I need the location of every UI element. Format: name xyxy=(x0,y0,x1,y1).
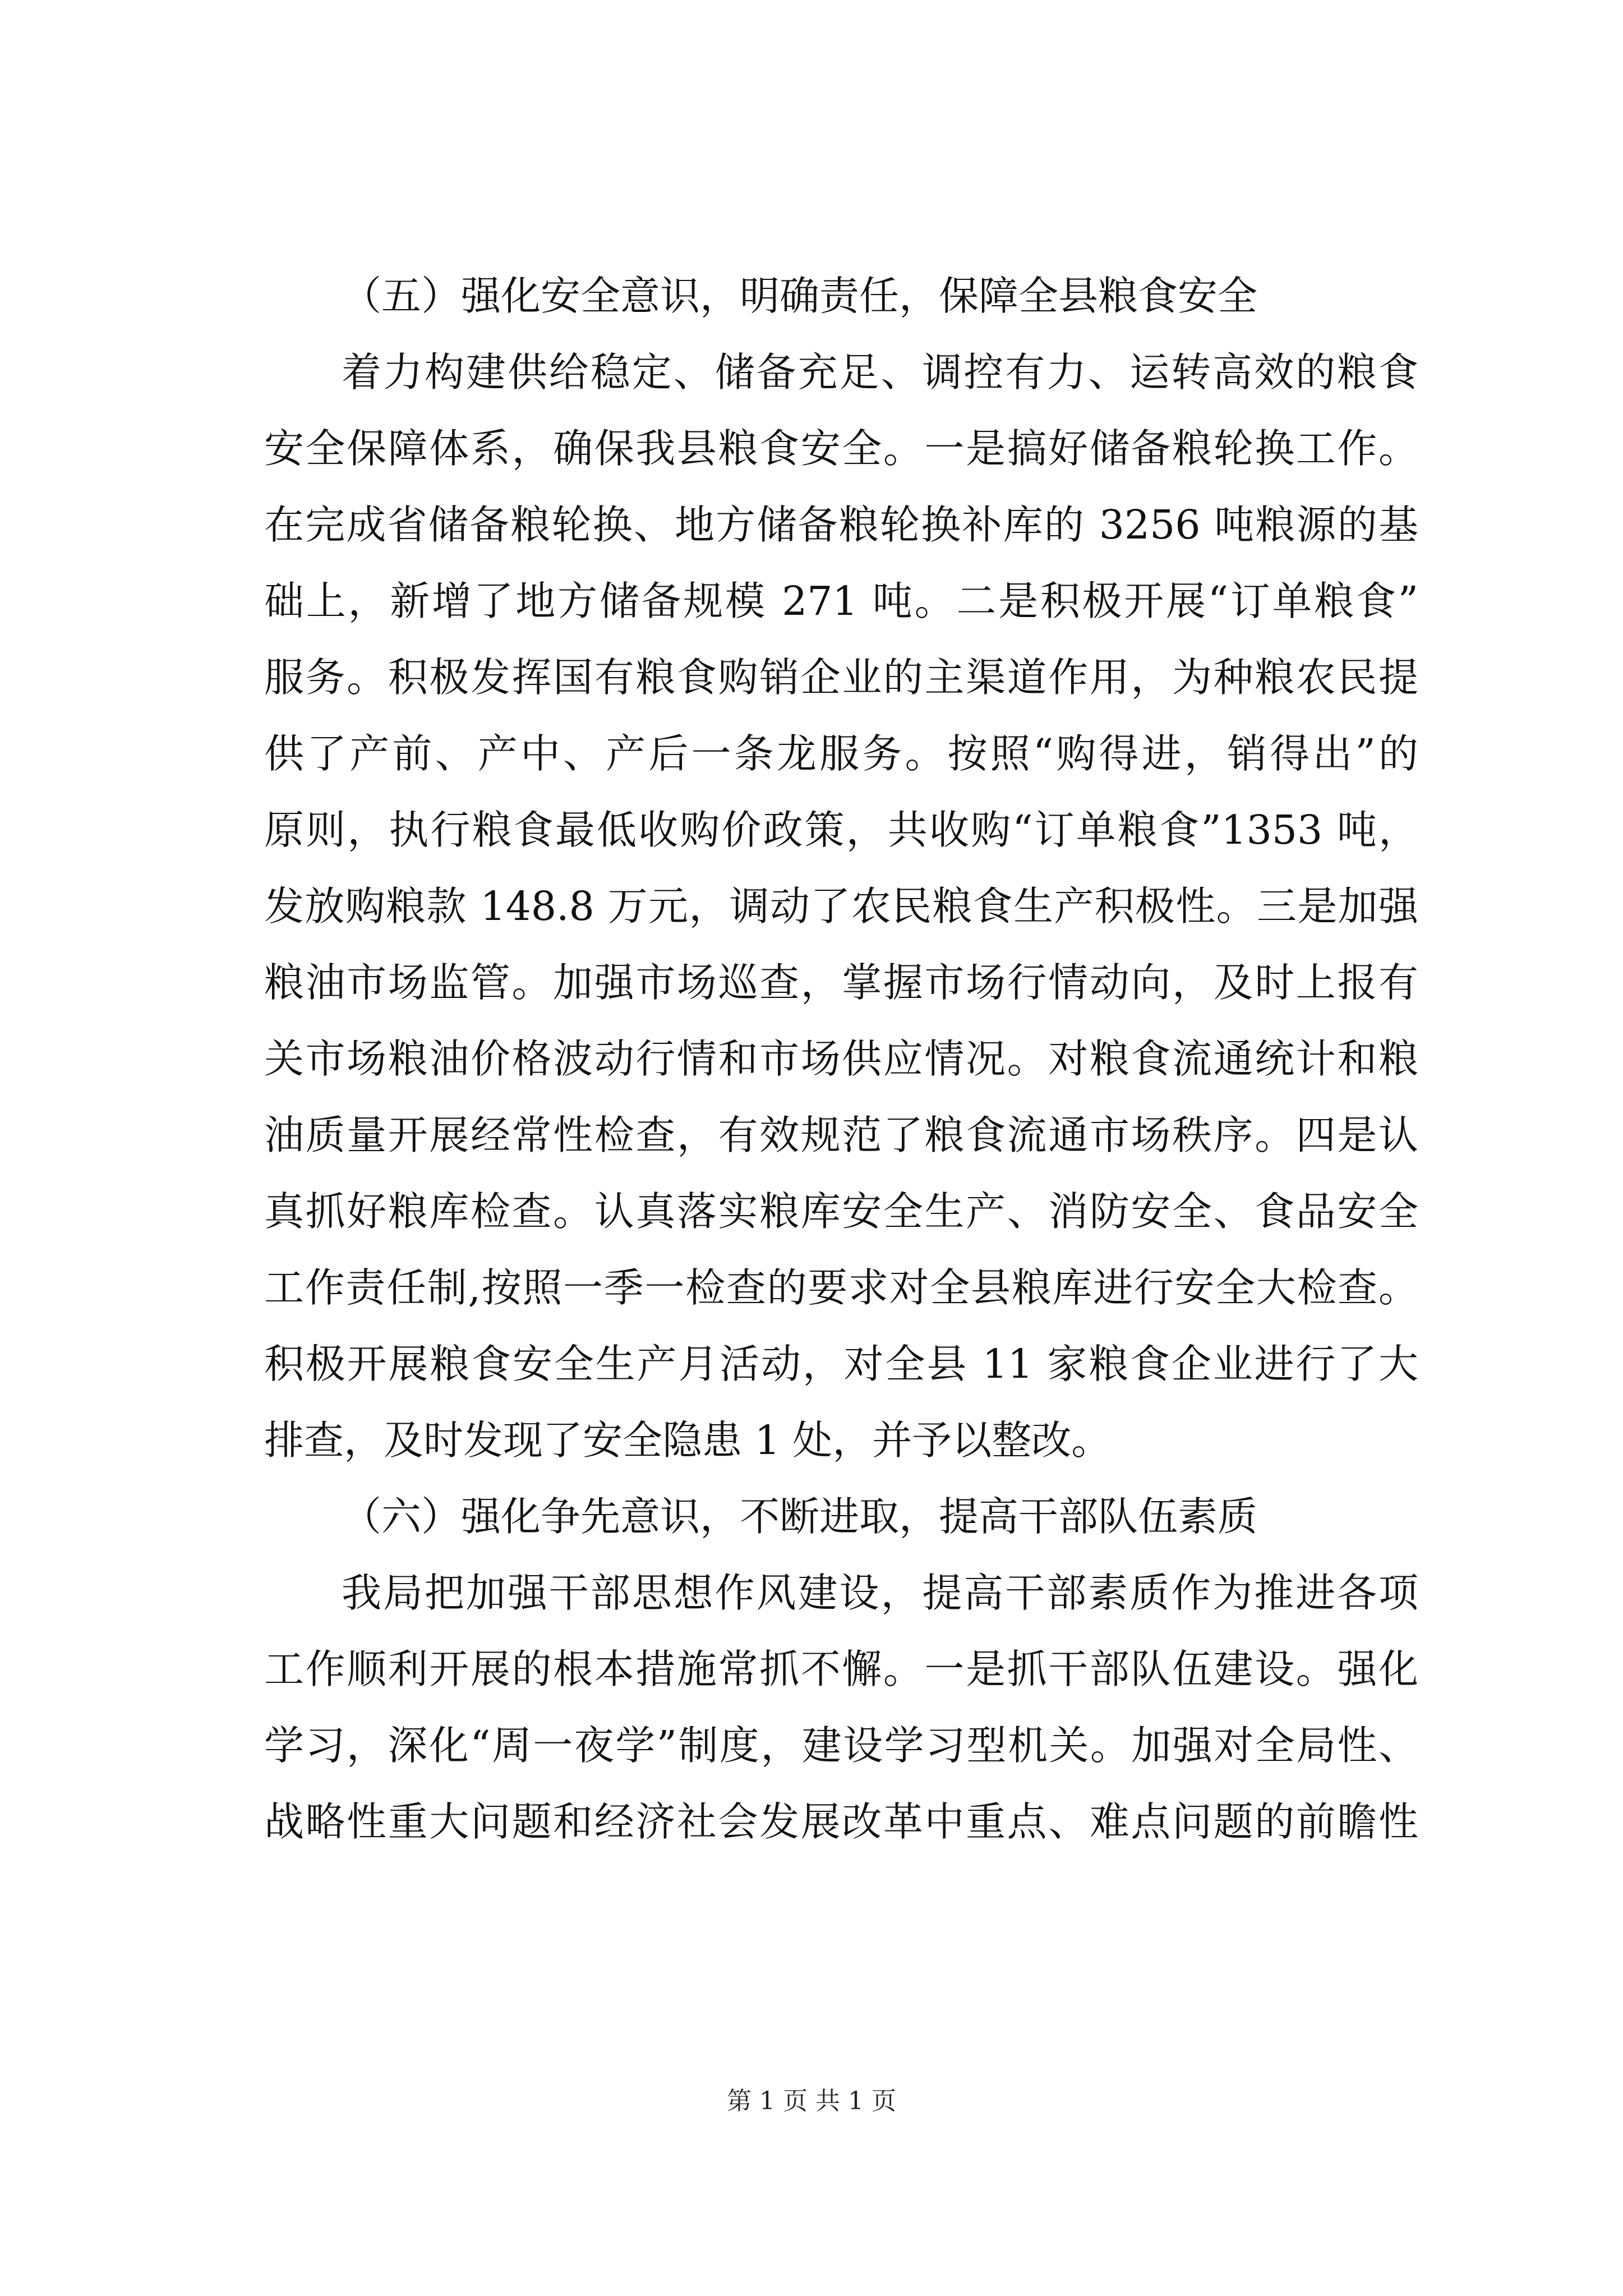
paragraph-line: 战略性重大问题和经济社会发展改革中重点、难点问题的前瞻性 xyxy=(264,1798,1418,1845)
paragraph-line: 我局把加强干部思想作风建设，提高干部素质作为推进各项 xyxy=(342,1570,1418,1616)
paragraph-line: 着力构建供给稳定、储备充足、调控有力、运转高效的粮食 xyxy=(342,349,1418,395)
paragraph-line: 关市场粮油价格波动行情和市场供应情况。对粮食流通统计和粮 xyxy=(264,1036,1418,1082)
paragraph-line: 学习，深化“周一夜学”制度，建设学习型机关。加强对全局性、 xyxy=(264,1722,1418,1769)
paragraph-line: 工作顺利开展的根本措施常抓不懈。一是抓干部队伍建设。强化 xyxy=(264,1646,1418,1692)
paragraph-line: 础上，新增了地方储备规模 271 吨。二是积极开展“订单粮食” xyxy=(264,578,1418,624)
paragraph-line: 原则，执行粮食最低收购价政策，共收购“订单粮食”1353 吨， xyxy=(264,807,1418,853)
paragraph-line: 服务。积极发挥国有粮食购销企业的主渠道作用，为种粮农民提 xyxy=(264,654,1418,701)
paragraph-line: 积极开展粮食安全生产月活动，对全县 11 家粮食企业进行了大 xyxy=(264,1341,1418,1387)
paragraph-line: 排查，及时发现了安全隐患 1 处，并予以整改。 xyxy=(264,1417,1112,1464)
paragraph-line: 安全保障体系，确保我县粮食安全。一是搞好储备粮轮换工作。 xyxy=(264,425,1418,472)
paragraph-line: 发放购粮款 148.8 万元，调动了农民粮食生产积极性。三是加强 xyxy=(264,883,1418,930)
page-number-footer: 第 1 页 共 1 页 xyxy=(727,2087,896,2115)
paragraph-line: 工作责任制,按照一季一检查的要求对全县粮库进行安全大检查。 xyxy=(264,1264,1418,1311)
paragraph-line: 在完成省储备粮轮换、地方储备粮轮换补库的 3256 吨粮源的基 xyxy=(264,501,1418,548)
section-heading-five: （五）强化安全意识，明确责任，保障全县粮食安全 xyxy=(342,273,1258,319)
paragraph-line: 油质量开展经常性检查，有效规范了粮食流通市场秩序。四是认 xyxy=(264,1112,1418,1158)
paragraph-line: 供了产前、产中、产后一条龙服务。按照“购得进，销得出”的 xyxy=(264,730,1418,777)
paragraph-line: 粮油市场监管。加强市场巡查，掌握市场行情动向，及时上报有 xyxy=(264,959,1418,1006)
paragraph-line: 真抓好粮库检查。认真落实粮库安全生产、消防安全、食品安全 xyxy=(264,1188,1418,1235)
section-heading-six: （六）强化争先意识，不断进取，提高干部队伍素质 xyxy=(342,1493,1258,1540)
